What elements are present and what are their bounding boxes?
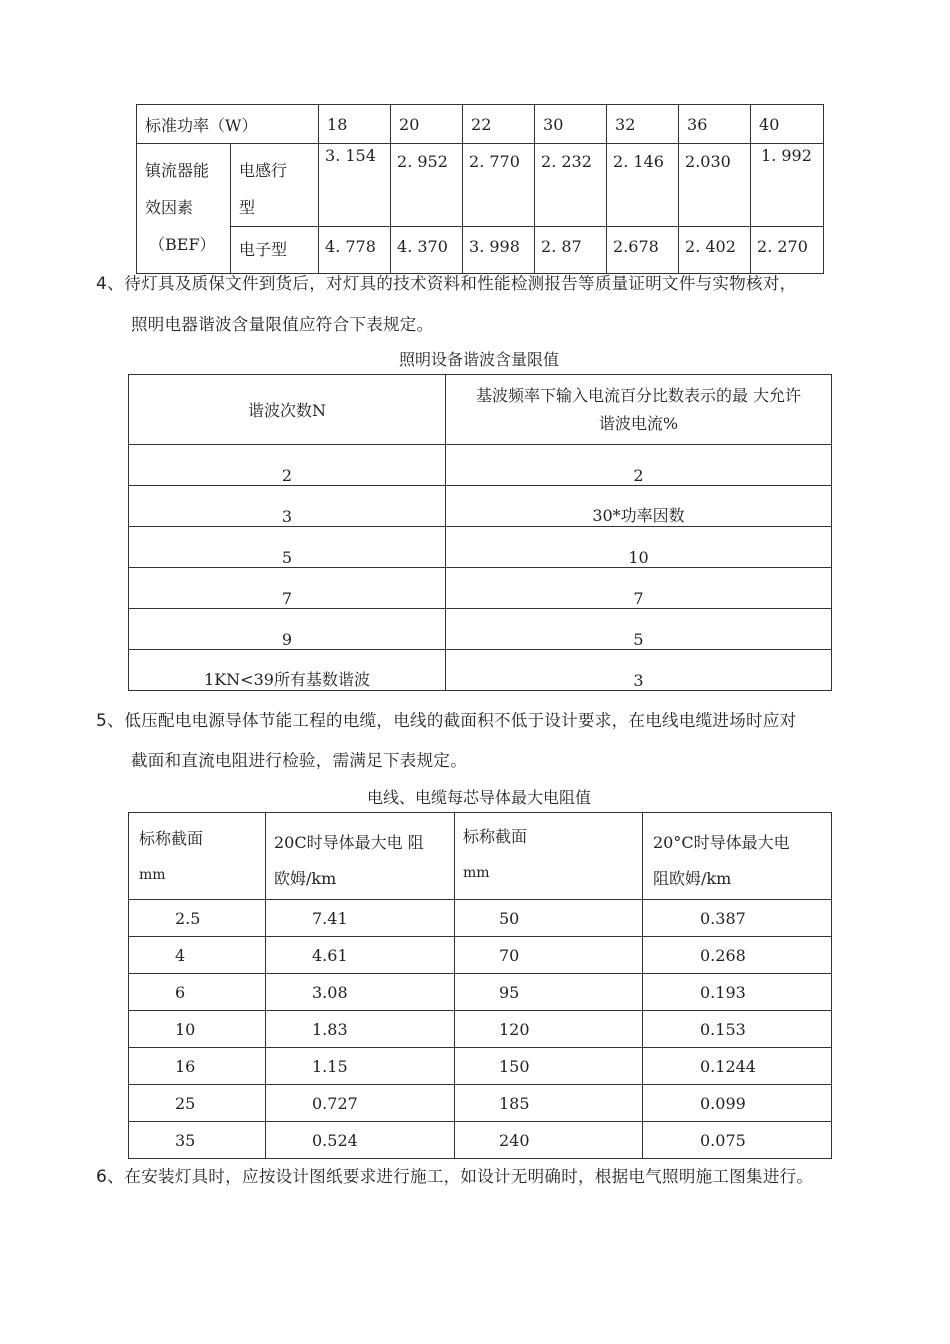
section-cell: 185 xyxy=(455,1085,643,1122)
power-cell: 22 xyxy=(463,105,535,144)
section-header xyxy=(129,813,266,900)
power-cell: 18 xyxy=(319,105,391,144)
value-cell: 2. 270 xyxy=(751,227,824,274)
harmonic-limit-cell: 30*功率因数 xyxy=(446,486,832,527)
header-line: 基波频率下输入电流百分比数表示的最 大允许 xyxy=(475,385,802,405)
power-header: 标准功率（W） xyxy=(137,105,319,144)
value-cell: 4. 370 xyxy=(391,227,463,274)
value-cell: 2. 146 xyxy=(607,144,679,227)
resistance-cell: 0.387 xyxy=(643,900,832,937)
header-line: 20C时导体最大电 阻 xyxy=(274,833,424,852)
header-line: mm xyxy=(139,867,166,883)
resistance-cell: 0.153 xyxy=(643,1011,832,1048)
resistance-table-caption: 电线、电缆每芯导体最大电阻值 xyxy=(366,788,591,807)
type-label-line: 型 xyxy=(239,198,256,217)
bef-group-label xyxy=(137,144,231,274)
resistance-header xyxy=(266,813,455,900)
harmonic-limit-cell: 7 xyxy=(446,568,832,609)
item-6-line-1 xyxy=(96,1162,813,1187)
conductor-resistance-table xyxy=(128,812,832,1159)
resistance-cell: 7.41 xyxy=(266,900,455,937)
resistance-cell: 0.075 xyxy=(643,1122,832,1159)
power-cell: 20 xyxy=(391,105,463,144)
resistance-cell: 1.15 xyxy=(266,1048,455,1085)
item-number: 4、 xyxy=(96,274,125,294)
type-label-line: 电感行 xyxy=(239,161,288,180)
table-row xyxy=(129,486,832,527)
table-row xyxy=(129,568,832,609)
resistance-cell: 0.1244 xyxy=(643,1048,832,1085)
header-line: 20°C时导体最大电 xyxy=(653,833,790,852)
item-4-line-1 xyxy=(96,269,796,294)
resistance-header xyxy=(643,813,832,900)
harmonic-limit-cell: 5 xyxy=(446,609,832,650)
harmonic-limit-cell: 3 xyxy=(446,650,832,691)
header-line: 标称截面 xyxy=(139,829,204,848)
section-cell: 16 xyxy=(129,1048,266,1085)
header-line: 标称截面 xyxy=(463,827,528,846)
resistance-cell: 0.193 xyxy=(643,974,832,1011)
ballast-efficiency-table xyxy=(136,104,824,274)
value-cell: 2.030 xyxy=(679,144,751,227)
harmonic-order-header: 谐波次数N xyxy=(129,375,446,445)
section-cell: 95 xyxy=(455,974,643,1011)
bef-label-line: 镇流器能 xyxy=(145,161,210,180)
section-cell: 2.5 xyxy=(129,900,266,937)
table-row xyxy=(129,1048,832,1085)
header-line: 欧姆/km xyxy=(274,869,337,888)
item-5-line-1 xyxy=(96,706,796,731)
bef-label-line: 效因素 xyxy=(145,198,194,217)
harmonic-limit-table xyxy=(128,374,832,691)
item-number: 5、 xyxy=(96,711,125,731)
harmonic-limit-header xyxy=(446,375,832,445)
power-cell: 30 xyxy=(535,105,607,144)
resistance-cell: 0.524 xyxy=(266,1122,455,1159)
section-cell: 25 xyxy=(129,1085,266,1122)
value-cell: 1. 992 xyxy=(751,144,824,227)
section-cell: 240 xyxy=(455,1122,643,1159)
table-row xyxy=(129,974,832,1011)
table-row xyxy=(129,609,832,650)
value-cell: 3. 998 xyxy=(463,227,535,274)
harmonic-limit-cell: 2 xyxy=(446,445,832,486)
item-5-line-2: 截面和直流电阻进行检验，需满足下表规定。 xyxy=(131,751,467,770)
harmonic-order-cell: 3 xyxy=(129,486,446,527)
table-row xyxy=(137,105,824,144)
header-line: mm xyxy=(463,865,490,881)
item-text: 在安装灯具时，应按设计图纸要求进行施工，如设计无明确时，根据电气照明施工图集进行。 xyxy=(124,1167,814,1186)
harmonic-order-cell: 1KN<39所有基数谐波 xyxy=(129,650,446,691)
value-cell: 2. 232 xyxy=(535,144,607,227)
section-cell: 150 xyxy=(455,1048,643,1085)
resistance-cell: 0.099 xyxy=(643,1085,832,1122)
table-row xyxy=(129,375,832,445)
section-cell: 10 xyxy=(129,1011,266,1048)
table-row xyxy=(129,1122,832,1159)
table-row xyxy=(129,813,832,900)
section-cell: 120 xyxy=(455,1011,643,1048)
section-cell: 70 xyxy=(455,937,643,974)
table-row xyxy=(129,937,832,974)
section-cell: 50 xyxy=(455,900,643,937)
harmonic-order-cell: 7 xyxy=(129,568,446,609)
table-row xyxy=(129,527,832,568)
power-cell: 32 xyxy=(607,105,679,144)
value-cell: 4. 778 xyxy=(319,227,391,274)
harmonic-limit-cell: 10 xyxy=(446,527,832,568)
harmonic-order-cell: 5 xyxy=(129,527,446,568)
power-cell: 40 xyxy=(751,105,824,144)
section-cell: 35 xyxy=(129,1122,266,1159)
value-cell: 2. 770 xyxy=(463,144,535,227)
value-cell: 2. 402 xyxy=(679,227,751,274)
resistance-cell: 0.268 xyxy=(643,937,832,974)
value-cell: 2.678 xyxy=(607,227,679,274)
table-row xyxy=(129,650,832,691)
item-4-line-2: 照明电器谐波含量限值应符合下表规定。 xyxy=(131,315,434,334)
section-header xyxy=(455,813,643,900)
header-line: 谐波电流% xyxy=(598,413,679,433)
section-cell: 6 xyxy=(129,974,266,1011)
resistance-cell: 0.727 xyxy=(266,1085,455,1122)
harmonic-order-cell: 2 xyxy=(129,445,446,486)
table-row xyxy=(129,1011,832,1048)
table-row xyxy=(129,1085,832,1122)
bef-label-line: （BEF） xyxy=(149,235,216,254)
header-line: 阻欧姆/km xyxy=(653,869,732,888)
item-text: 待灯具及质保文件到货后，对灯具的技术资料和性能检测报告等质量证明文件与实物核对， xyxy=(124,274,797,293)
inductive-type-label xyxy=(231,144,319,227)
resistance-cell: 1.83 xyxy=(266,1011,455,1048)
table-row xyxy=(137,144,824,227)
table-row xyxy=(137,227,824,274)
resistance-cell: 3.08 xyxy=(266,974,455,1011)
item-number: 6、 xyxy=(96,1167,125,1187)
harmonic-table-caption: 照明设备谐波含量限值 xyxy=(398,350,559,369)
value-cell: 2. 952 xyxy=(391,144,463,227)
section-cell: 4 xyxy=(129,937,266,974)
resistance-cell: 4.61 xyxy=(266,937,455,974)
value-cell: 2. 87 xyxy=(535,227,607,274)
value-cell: 3. 154 xyxy=(319,144,391,227)
harmonic-order-cell: 9 xyxy=(129,609,446,650)
item-text: 低压配电电源导体节能工程的电缆，电线的截面积不低于设计要求，在电线电缆进场时应对 xyxy=(124,711,797,730)
table-row xyxy=(129,445,832,486)
table-row xyxy=(129,900,832,937)
power-cell: 36 xyxy=(679,105,751,144)
electronic-type-label: 电子型 xyxy=(231,227,319,274)
